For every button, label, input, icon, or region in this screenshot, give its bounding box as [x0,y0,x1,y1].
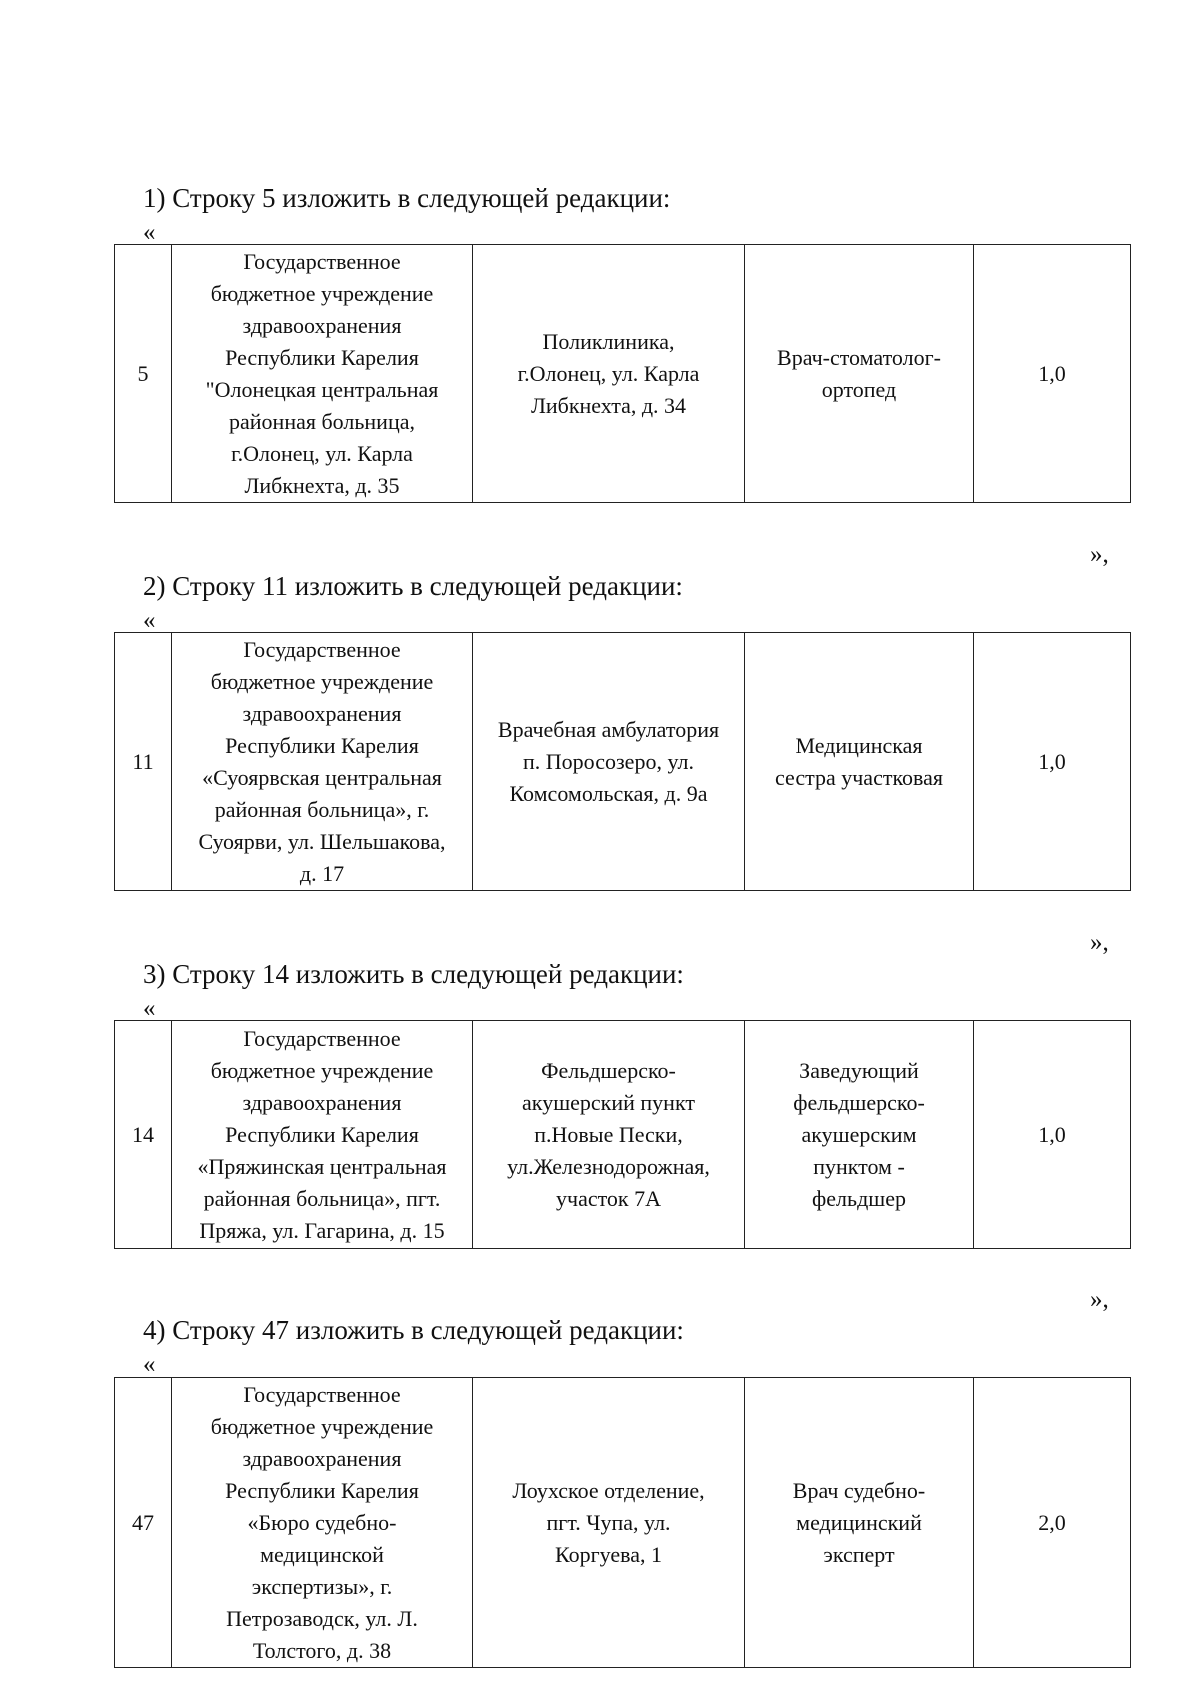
section-1-close-quote: », [1090,541,1109,568]
table-row [115,245,1131,503]
position-cell: Врач-стоматолог- ортопед [745,245,974,503]
location-cell: Фельдшерско- акушерский пункт п.Новые Пески, ул.Железнодорожная, участок 7А [473,1021,745,1249]
table-row [115,1378,1131,1668]
rate-cell: 1,0 [974,245,1131,503]
section-2-heading: 2) Строку 11 изложить в следующей редакции: [143,571,683,601]
row-number-cell: 5 [115,245,172,503]
rate-cell: 2,0 [974,1378,1131,1668]
section-3-open-quote: « [143,995,156,1022]
institution-cell: Государственное бюджетное учреждение здравоохранения Республики Карелия "Олонецкая центральная районная больница, г.Олонец, ул. Карла Либкнехта, д. 35 [172,245,473,503]
institution-cell: Государственное бюджетное учреждение здравоохранения Республики Карелия «Бюро судебно- медицинской экспертизы», г. Петрозаводск, ул. Л. Толстого, д. 38 [172,1378,473,1668]
position-cell: Заведующий фельдшерско- акушерским пунктом - фельдшер [745,1021,974,1249]
location-cell: Врачебная амбулатория п. Поросозеро, ул. Комсомольская, д. 9а [473,633,745,891]
institution-cell: Государственное бюджетное учреждение здравоохранения Республики Карелия «Пряжинская центральная районная больница», пгт. Пряжа, ул. Гагарина, д. 15 [172,1021,473,1249]
section-4-heading: 4) Строку 47 изложить в следующей редакции: [143,1315,684,1345]
institution-cell: Государственное бюджетное учреждение здравоохранения Республики Карелия «Суоярвская центральная районная больница», г. Суоярви, ул. Шельшакова, д. 17 [172,633,473,891]
section-2-open-quote: « [143,607,156,634]
section-2-close-quote: », [1090,929,1109,956]
section-4-table [114,1377,1131,1668]
section-1-open-quote: « [143,219,156,246]
rate-cell: 1,0 [974,633,1131,891]
row-number-cell: 14 [115,1021,172,1249]
position-cell: Врач судебно- медицинский эксперт [745,1378,974,1668]
section-4-open-quote: « [143,1351,156,1378]
rate-cell: 1,0 [974,1021,1131,1249]
section-1-heading: 1) Строку 5 изложить в следующей редакции: [143,183,671,213]
position-cell: Медицинская сестра участковая [745,633,974,891]
table-row [115,633,1131,891]
row-number-cell: 47 [115,1378,172,1668]
section-1-table [114,244,1131,503]
section-3-close-quote: », [1090,1286,1109,1313]
section-3-heading: 3) Строку 14 изложить в следующей редакции: [143,959,684,989]
location-cell: Поликлиника, г.Олонец, ул. Карла Либкнехта, д. 34 [473,245,745,503]
table-row [115,1021,1131,1249]
section-3-table [114,1020,1131,1249]
location-cell: Лоухское отделение, пгт. Чупа, ул. Коргуева, 1 [473,1378,745,1668]
section-2-table [114,632,1131,891]
row-number-cell: 11 [115,633,172,891]
